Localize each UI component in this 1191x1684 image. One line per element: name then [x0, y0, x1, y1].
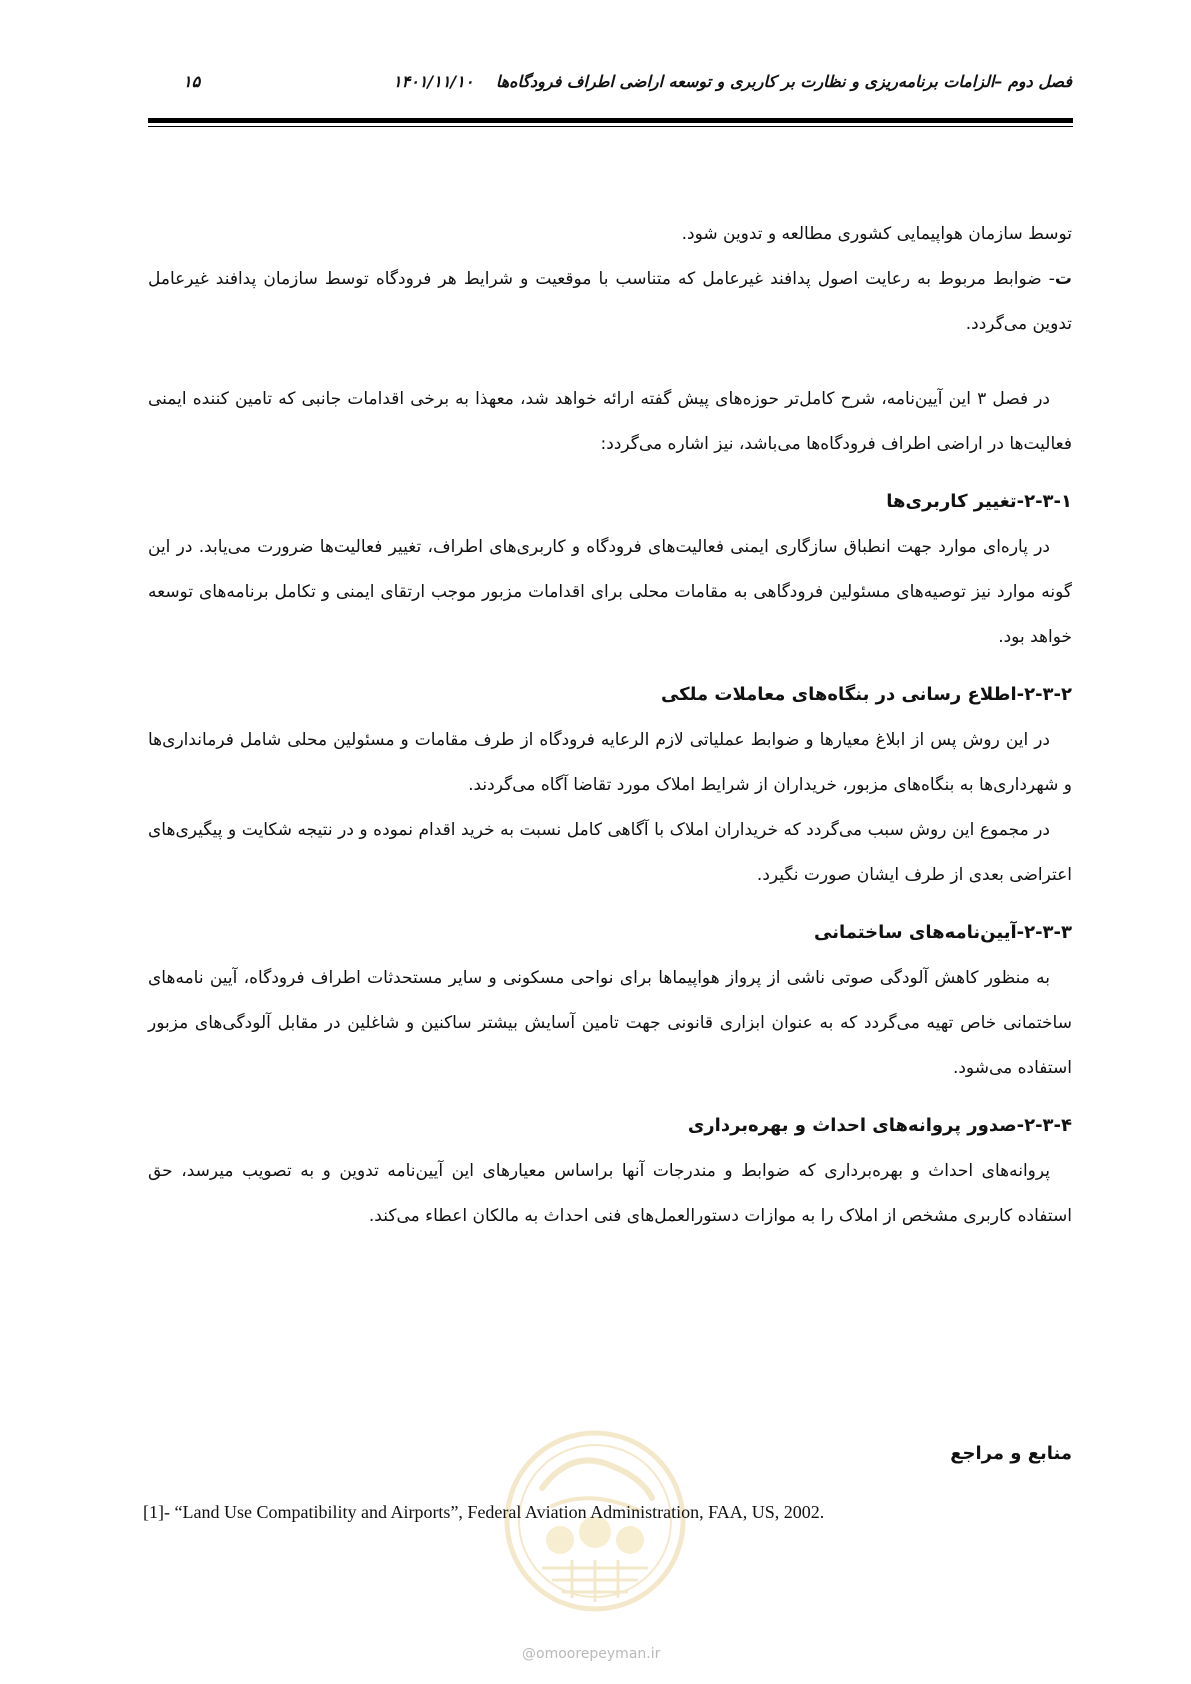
header-divider-thick — [148, 118, 1073, 123]
list-letter: ت — [1054, 269, 1072, 289]
section-1-text: در پاره‌ای موارد جهت انطباق سازگاری ایمنی فعالیت‌های فرودگاه و کاربری‌های اطراف، تغییر فعالیت‌ها ضرورت می‌یابد. در این گونه موارد نیز توصیه‌های مسئولین فرودگاهی به مقامات محلی برای اقدامات مزبور موجب ارتقای ایمنی و تکامل برنامه‌های توسعه خواهد بود. — [148, 537, 1072, 647]
paragraph-3: در فصل ۳ این آیین‌نامه، شرح کامل‌تر حوزه‌های پیش گفته ارائه خواهد شد، معهذا به برخی اقدامات جانبی که تامین کننده ایمنی فعالیت‌ها در اراضی اطراف فرودگاه‌ها می‌باشد، نیز اشاره می‌گردد: — [148, 389, 1072, 454]
section-2-text-1: در این روش پس از ابلاغ معیارها و ضوابط عملیاتی لازم الرعایه فرودگاه از طرف مقامات و مسئولین محلی شامل فرمانداری‌ها و شهرداری‌ها به بنگاه‌های مزبور، خریداران از شرایط املاک مورد تقاضا آگاه می‌گردند. — [148, 730, 1072, 795]
section-heading-2: ۲-۳-۲-اطلاع رسانی در بنگاه‌های معاملات ملکی — [660, 684, 1072, 705]
spacer — [148, 347, 1072, 377]
header-date: ۱۴۰۱/۱۱/۱۰ — [393, 72, 474, 91]
page-number: ۱۵ — [183, 72, 201, 91]
section-2-text-2: در مجموع این روش سبب می‌گردد که خریداران املاک با آگاهی کامل نسبت به خرید اقدام نموده و در نتیجه شکایت و پیگیری‌های اعتراضی بعدی از طرف ایشان صورت نگیرد. — [148, 820, 1072, 885]
section-heading-3: ۲-۳-۳-آیین‌نامه‌های ساختمانی — [813, 922, 1072, 943]
reference-item: [1]- “Land Use Compatibility and Airports”, Federal Aviation Administration, FAA, US, 2002. — [143, 1502, 825, 1522]
section-heading-4: ۲-۳-۴-صدور پروانه‌های احداث و بهره‌برداری — [687, 1115, 1072, 1136]
page-header — [148, 62, 1072, 98]
document-body — [148, 212, 1072, 1239]
references-title: منابع و مراجع — [950, 1443, 1072, 1464]
section-4-text: پروانه‌های احداث و بهره‌برداری که ضوابط و مندرجات آنها براساس معیارهای این آیین‌نامه تدوین و به تصویب میرسد، حق استفاده کاربری مشخص از املاک را به موازات دستورالعمل‌های فنی احداث به مالکان اعطاء می‌کند. — [148, 1161, 1072, 1226]
paragraph-2 — [148, 257, 1072, 347]
chapter-title: فصل دوم –الزامات برنامه‌ریزی و نظارت بر کاربری و توسعه اراضی اطراف فرودگاه‌ها — [495, 72, 1072, 91]
watermark-url: @omoorepeyman.ir — [522, 1646, 661, 1662]
header-divider-thin — [148, 126, 1073, 127]
section-heading-1: ۲-۳-۱-تغییر کاربری‌ها — [886, 491, 1072, 512]
section-3-text: به منظور کاهش آلودگی صوتی ناشی از پرواز هواپیماها برای نواحی مسکونی و سایر مستحدثات اطراف فرودگاه، آیین نامه‌های ساختمانی خاص تهیه می‌گردد که به عنوان ابزاری قانونی جهت تامین آسایش بیشتر ساکنین و شاغلین در مقابل آلودگی‌های مزبور استفاده می‌شود. — [148, 968, 1072, 1078]
paragraph-2-text: - ضوابط مربوط به رعایت اصول پدافند غیرعامل که متناسب با موقعیت و شرایط هر فرودگاه توسط سازمان پدافند غیرعامل تدوین می‌گردد. — [148, 269, 1072, 334]
paragraph-1: توسط سازمان هواپیمایی کشوری مطالعه و تدوین شود. — [681, 224, 1072, 244]
